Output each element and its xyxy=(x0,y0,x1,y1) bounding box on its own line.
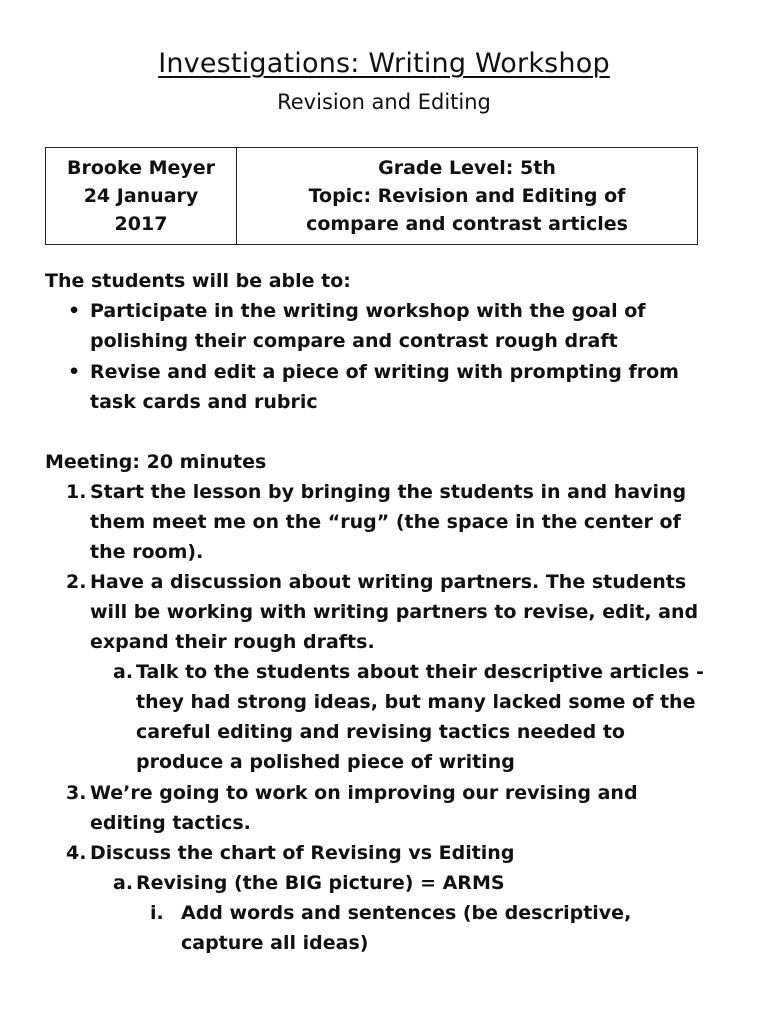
substep-2a-line-2: they had strong ideas, but many lacked some of the xyxy=(136,691,696,713)
step-3-line-1: We’re going to work on improving our revising and xyxy=(90,782,638,804)
substep-2a-line-4: produce a polished piece of writing xyxy=(136,751,515,773)
author-name: Brooke Meyer xyxy=(66,157,216,179)
step-1-line-2: them meet me on the “rug” (the space in the center of xyxy=(90,511,681,533)
step-2-line-3: expand their rough drafts. xyxy=(90,631,375,653)
objective-1-line-1: Participate in the writing workshop with the goal of xyxy=(90,300,646,322)
substep-letter: a. xyxy=(113,872,134,894)
step-3-line-2: editing tactics. xyxy=(90,812,251,834)
subsubstep-i-line-2: capture all ideas) xyxy=(181,932,369,954)
step-1-line-1: Start the lesson by bringing the students in and having xyxy=(90,481,687,503)
substep-4a-line-1: Revising (the BIG picture) = ARMS xyxy=(136,872,505,894)
objectives-heading: The students will be able to: xyxy=(45,270,351,292)
bullet-marker: • xyxy=(68,300,81,322)
info-table xyxy=(45,147,698,245)
objective-2-line-2: task cards and rubric xyxy=(90,391,318,413)
step-number: 2. xyxy=(66,571,87,593)
bullet-marker: • xyxy=(68,361,81,383)
step-2-line-2: will be working with writing partners to revise, edit, and xyxy=(90,601,699,623)
grade-level: Grade Level: 5th xyxy=(378,157,556,179)
page-title: Investigations: Writing Workshop xyxy=(158,48,610,79)
page-subtitle: Revision and Editing xyxy=(277,90,491,114)
date-line-1: 24 January xyxy=(83,185,199,207)
step-number: 3. xyxy=(66,782,87,804)
step-4-line-1: Discuss the chart of Revising vs Editing xyxy=(90,842,515,864)
subsubstep-numeral: i. xyxy=(150,902,164,924)
step-number: 4. xyxy=(66,842,87,864)
topic-line-2: compare and contrast articles xyxy=(306,213,628,235)
step-2-line-1: Have a discussion about writing partners. The students xyxy=(90,571,687,593)
step-1-line-3: the room). xyxy=(90,541,204,563)
date-line-2: 2017 xyxy=(114,213,168,235)
meeting-heading: Meeting: 20 minutes xyxy=(45,451,267,473)
author-date-cell xyxy=(46,148,237,244)
substep-2a-line-3: careful editing and revising tactics needed to xyxy=(136,721,625,743)
substep-letter: a. xyxy=(113,661,134,683)
subsubstep-i-line-1: Add words and sentences (be descriptive, xyxy=(181,902,632,924)
step-number: 1. xyxy=(66,481,87,503)
topic-line-1: Topic: Revision and Editing of xyxy=(308,185,626,207)
substep-2a-line-1: Talk to the students about their descriptive articles - xyxy=(136,661,704,683)
grade-topic-cell xyxy=(237,148,697,244)
objective-1-line-2: polishing their compare and contrast rough draft xyxy=(90,330,618,352)
objective-2-line-1: Revise and edit a piece of writing with prompting from xyxy=(90,361,679,383)
